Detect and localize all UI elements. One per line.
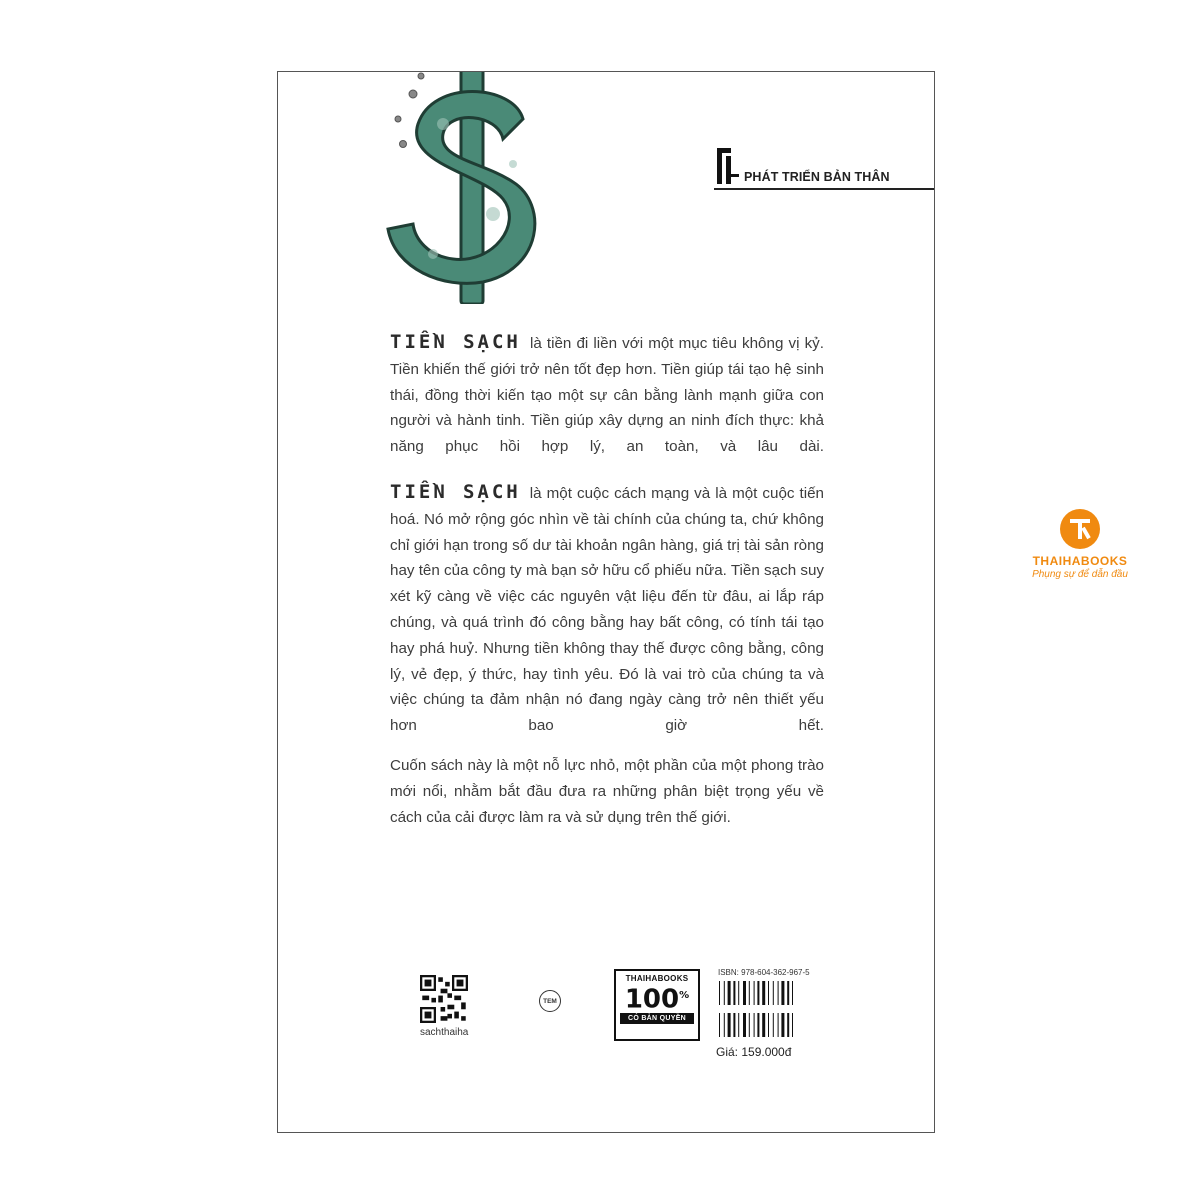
book-back-cover: [277, 71, 935, 1133]
publisher-logo-icon: [714, 144, 740, 188]
description-paragraph-3: Cuốn sách này là một nỗ lực nhỏ, một phần của một phong trào mới nổi, nhằm bắt đầu đưa ra những phân biệt trọng yếu về cách của cải được làm ra và sử dụng trên thế giới.: [390, 757, 824, 826]
qr-caption: sachthaiha: [420, 1027, 469, 1038]
description-paragraph-2: [390, 480, 824, 739]
tem-seal-icon: TEM: [539, 990, 561, 1012]
description-paragraph-1: [390, 330, 824, 460]
sticker-brand-name: THAIHABOOKS: [1032, 554, 1128, 568]
paragraph-body: là tiền đi liền với một mục tiêu không vị kỷ. Tiền khiến thế giới trở nên tốt đẹp hơn. Tiền giúp tái tạo hệ sinh thái, đồng thời kiến tạo một sự cân bằng lành mạnh giữa con người và hành tinh. Tiền giúp xây dựng an ninh đích thực: khả năng phục hồi hợp lý, an toàn, và lâu dài.: [390, 335, 824, 456]
thaihabooks-logo-icon: [1059, 508, 1101, 550]
stamp-percent: %: [679, 990, 690, 1001]
barcode-icon: [718, 979, 800, 1041]
paragraph-lead-title: TIỀN SẠCH: [390, 331, 521, 353]
copyright-stamp: [614, 969, 700, 1041]
paragraph-body: là một cuộc cách mạng và là một cuộc tiến hoá. Nó mở rộng góc nhìn về tài chính của chúng ta, chứ không chỉ giới hạn trong số dư tài khoản ngân hàng, giá trị tài sản ròng hay tên của công ty mà bạn sở hữu cổ phiếu nữa. Tiền sạch suy xét kỹ càng về việc các nguyên vật liệu đến từ đâu, ai lắp ráp chúng, và quá trình đó công bằng hay bất công, có tính tái tạo hay phá huỷ. Nhưng tiền không thay thế được công bằng, công lý, vẻ đẹp, ý thức, hay tình yêu. Đó là vai trò của chúng ta và việc chúng ta đảm nhận nó đang ngày càng trở nên thiết yếu hơn bao giờ hết.: [390, 485, 825, 735]
series-label: PHÁT TRIỂN BẢN THÂN: [744, 170, 890, 184]
stamp-number-value: 100: [624, 984, 680, 1015]
stamp-number: [616, 983, 698, 1013]
isbn-text: ISBN: 978-604-362-967-5: [718, 968, 810, 977]
paragraph-lead-title: TIỀN SẠCH: [390, 481, 521, 503]
qr-code-icon: [420, 975, 468, 1023]
sticker-slogan: Phụng sự để dẫn đầu: [1032, 569, 1128, 580]
brand-divider: [714, 188, 935, 190]
price-label: Giá: 159.000đ: [716, 1045, 792, 1059]
dollar-sign-illustration: [373, 71, 573, 304]
stamp-band: CÓ BẢN QUYỀN: [620, 1013, 694, 1024]
series-brand: [714, 144, 935, 192]
stamp-brand: THAIHABOOKS: [625, 974, 689, 983]
publisher-sticker: [1020, 508, 1140, 580]
